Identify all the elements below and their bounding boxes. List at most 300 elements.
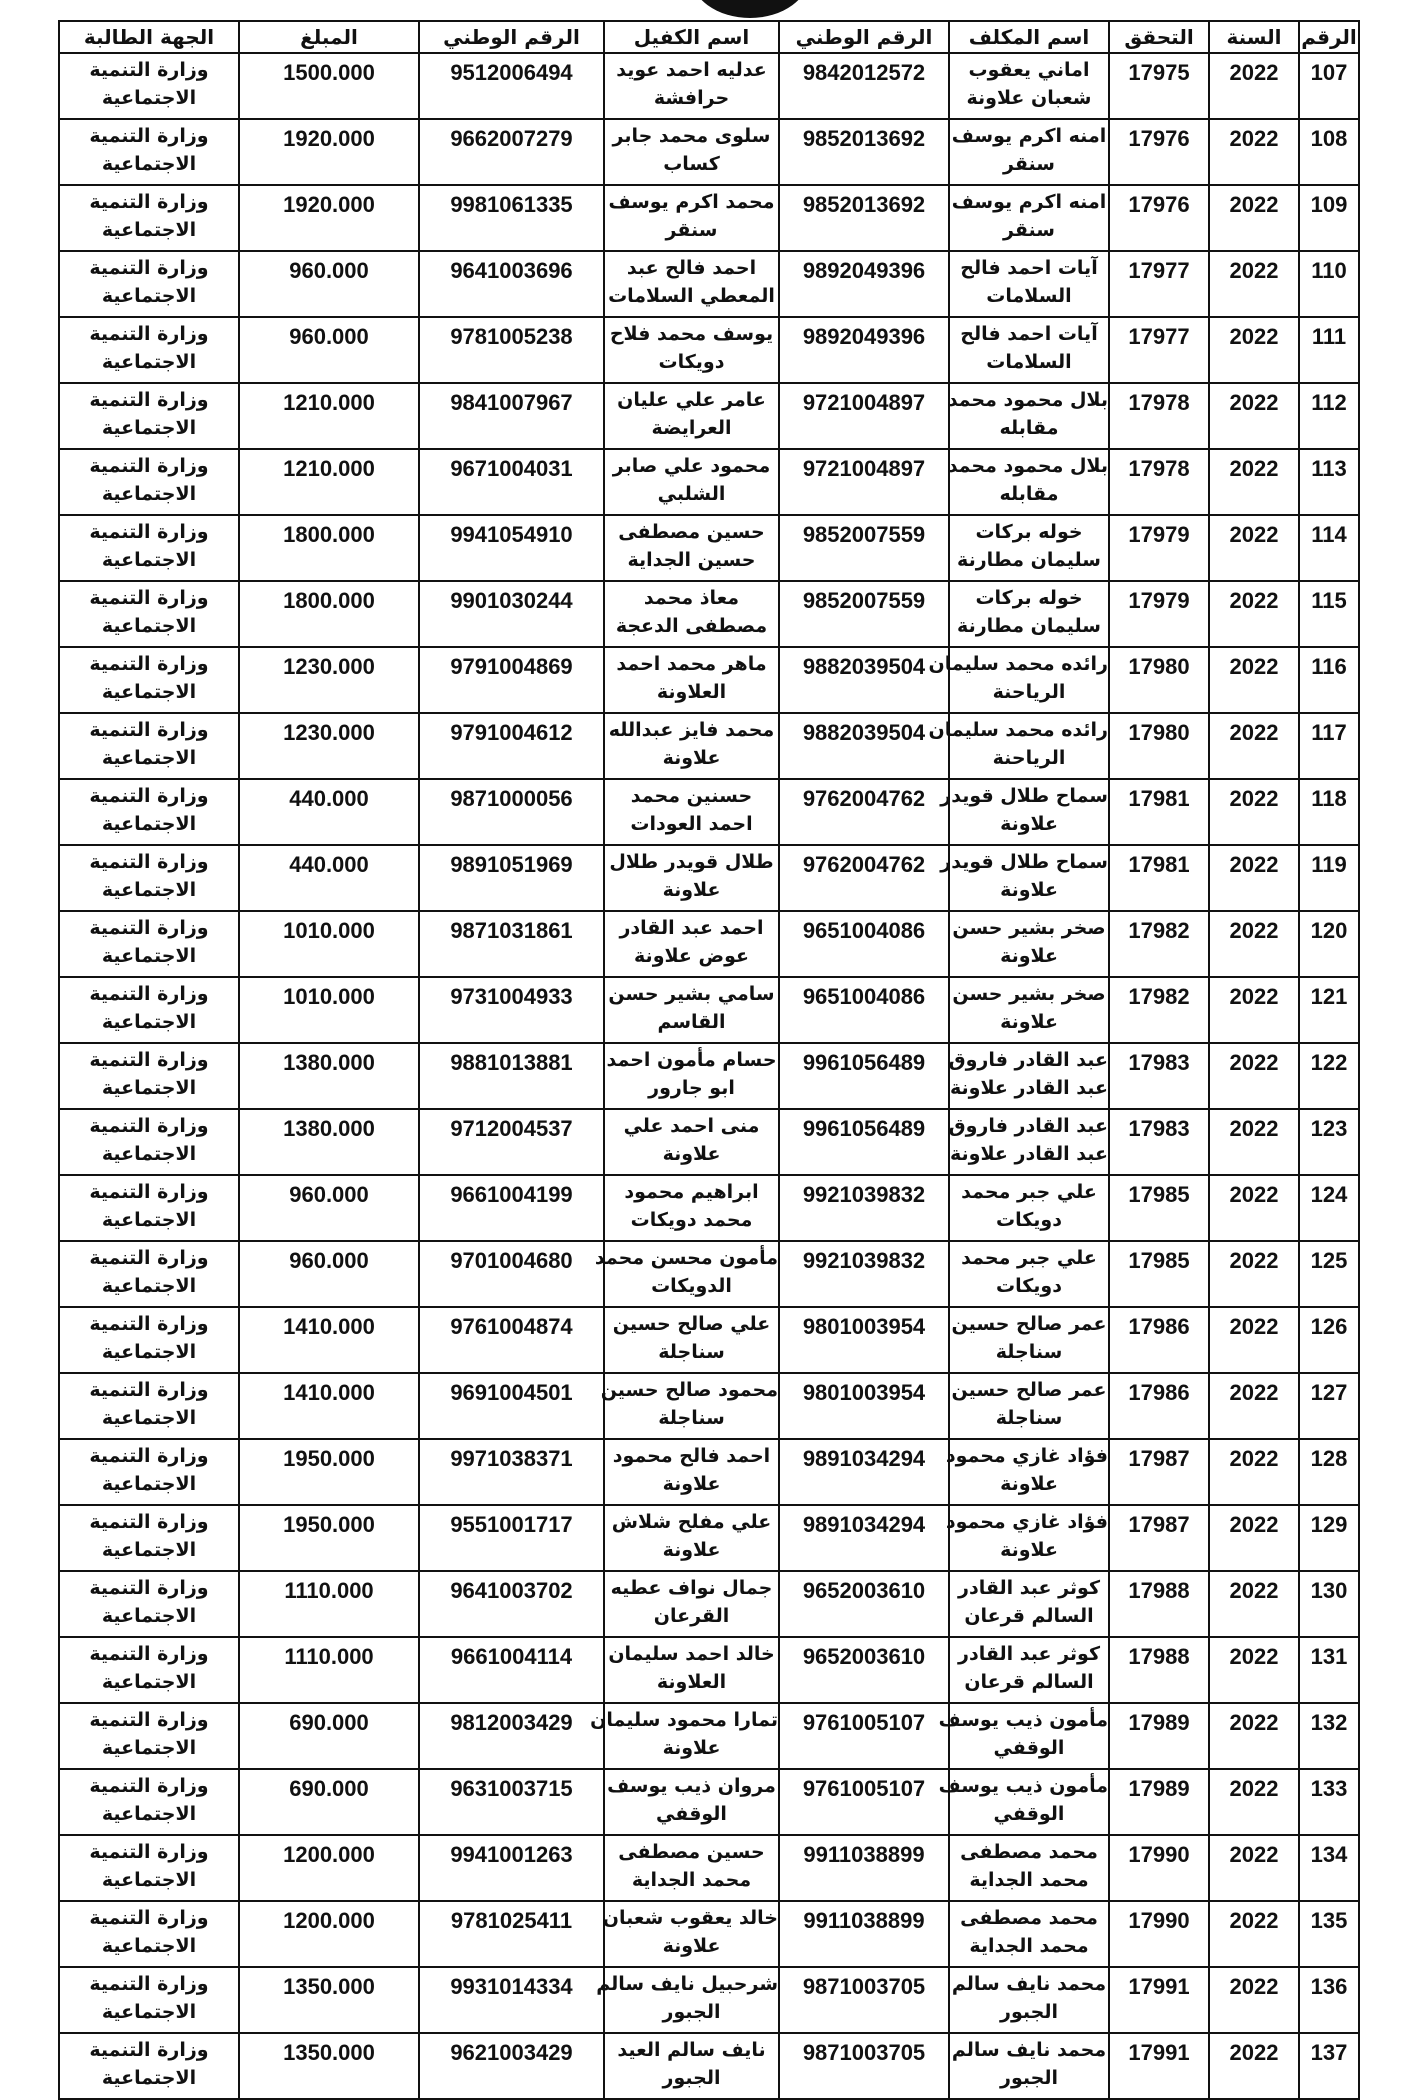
row-guarantor-line2: العلاونة	[656, 1671, 727, 1693]
row-authority	[59, 1571, 239, 1637]
row-amount: 1380.000	[239, 1109, 419, 1175]
row-name-line2: السلامات	[986, 285, 1072, 307]
row-authority-line2: الاجتماعية	[101, 879, 197, 901]
row-amount: 1210.000	[239, 383, 419, 449]
row-authority	[59, 383, 239, 449]
row-guarantor	[604, 779, 779, 845]
row-name-line1: سماح طلال قويدر	[940, 785, 1108, 807]
row-authority-line2: الاجتماعية	[101, 351, 197, 373]
row-authority-line2: الاجتماعية	[101, 1011, 197, 1033]
row-authority	[59, 1637, 239, 1703]
row-name	[938, 1703, 1109, 1769]
row-year: 2022	[1209, 1571, 1299, 1637]
row-guarantor	[604, 1637, 779, 1703]
row-amount: 1010.000	[239, 911, 419, 977]
row-amount: 1110.000	[239, 1637, 419, 1703]
row-number: 133	[1299, 1769, 1359, 1835]
row-number: 122	[1299, 1043, 1359, 1109]
row-year: 2022	[1209, 2033, 1299, 2099]
row-national-id: 9762004762	[779, 779, 949, 845]
header-guarantor-id: الرقم الوطني	[419, 21, 604, 53]
row-authority-line1: وزارة التنمية	[89, 1775, 209, 1797]
row-guarantor-line2: القاسم	[657, 1011, 726, 1033]
row-guarantor-id: 9871031861	[419, 911, 604, 977]
row-authority	[59, 317, 239, 383]
row-guarantor-id: 9871000056	[419, 779, 604, 845]
row-name-line2: علاونة	[1000, 1539, 1058, 1561]
row-guarantor-line1: محمود علي صابر	[612, 455, 771, 477]
row-authority-line1: وزارة التنمية	[89, 1643, 209, 1665]
row-national-id: 9852013692	[779, 119, 949, 185]
row-name-line1: محمد نايف سالم	[951, 2039, 1107, 2061]
row-guarantor-line2: سناجلة	[658, 1341, 725, 1363]
row-name-line2: سنقر	[1003, 219, 1055, 241]
row-national-id: 9871003705	[779, 2033, 949, 2099]
row-name-line2: شعبان علاونة	[966, 87, 1092, 109]
row-national-id: 9652003610	[779, 1571, 949, 1637]
row-guarantor-line1: مروان ذيب يوسف	[607, 1775, 776, 1797]
row-guarantor-line2: مصطفى الدعجة	[615, 615, 768, 637]
row-name	[949, 53, 1109, 119]
row-year: 2022	[1209, 911, 1299, 977]
row-amount: 1230.000	[239, 713, 419, 779]
row-authority	[59, 911, 239, 977]
row-number: 136	[1299, 1967, 1359, 2033]
row-name	[949, 911, 1109, 977]
row-name-line1: بلال محمود محمد	[947, 455, 1108, 477]
row-verification: 17986	[1109, 1373, 1209, 1439]
row-national-id: 9882039504	[779, 647, 949, 713]
row-guarantor-line2: القرعان	[653, 1605, 730, 1627]
table-row	[59, 383, 1359, 449]
row-national-id: 9651004086	[779, 977, 949, 1043]
row-name	[940, 845, 1109, 911]
table-row	[59, 317, 1359, 383]
row-year: 2022	[1209, 449, 1299, 515]
row-guarantor-id: 9931014334	[419, 1967, 604, 2033]
row-guarantor-line1: شرحبيل نايف سالم	[596, 1973, 778, 1995]
row-name	[949, 581, 1109, 647]
row-guarantor	[604, 713, 779, 779]
row-amount: 690.000	[239, 1703, 419, 1769]
row-amount: 1920.000	[239, 119, 419, 185]
row-guarantor-id: 9551001717	[419, 1505, 604, 1571]
row-verification: 17978	[1109, 449, 1209, 515]
row-guarantor-line1: عدليه احمد عويد	[616, 59, 767, 81]
row-guarantor	[604, 1175, 779, 1241]
row-name-line2: مقابله	[999, 417, 1059, 439]
row-year: 2022	[1209, 1439, 1299, 1505]
row-national-id: 9852013692	[779, 185, 949, 251]
row-number: 125	[1299, 1241, 1359, 1307]
row-name	[949, 251, 1109, 317]
row-name-line1: آيات احمد فالح	[960, 323, 1098, 345]
row-year: 2022	[1209, 1373, 1299, 1439]
row-name-line1: فؤاد غازي محمود	[945, 1445, 1108, 1467]
row-authority	[59, 1967, 239, 2033]
row-guarantor	[604, 1769, 779, 1835]
row-authority-line2: الاجتماعية	[101, 1671, 197, 1693]
row-name	[940, 779, 1109, 845]
table-row	[59, 449, 1359, 515]
row-national-id: 9882039504	[779, 713, 949, 779]
row-guarantor-line2: محمد دويكات	[630, 1209, 753, 1231]
header-verification: التحقق	[1109, 21, 1209, 53]
row-authority-line2: الاجتماعية	[101, 1473, 197, 1495]
row-amount: 1350.000	[239, 2033, 419, 2099]
row-name	[949, 1175, 1109, 1241]
row-guarantor-id: 9781005238	[419, 317, 604, 383]
row-name	[949, 1109, 1109, 1175]
row-authority-line1: وزارة التنمية	[89, 983, 209, 1005]
row-name-line1: امنه اكرم يوسف	[951, 125, 1107, 147]
row-name	[949, 1967, 1109, 2033]
row-guarantor-line1: سامي بشير حسن	[608, 983, 775, 1005]
row-guarantor-line1: علي صالح حسين	[612, 1313, 771, 1335]
table-row	[59, 1901, 1359, 1967]
records-table	[58, 20, 1360, 2100]
row-guarantor-line1: سلوى محمد جابر	[612, 125, 771, 147]
row-name-line1: عمر صالح حسين	[951, 1313, 1107, 1335]
row-amount: 1410.000	[239, 1307, 419, 1373]
row-name	[949, 2033, 1109, 2099]
row-number: 135	[1299, 1901, 1359, 1967]
row-authority	[59, 119, 239, 185]
table-row	[59, 647, 1359, 713]
row-guarantor	[604, 911, 779, 977]
row-verification: 17975	[1109, 53, 1209, 119]
row-name-line2: علاونة	[1000, 813, 1058, 835]
row-guarantor-line1: عامر علي عليان	[617, 389, 766, 411]
row-authority-line1: وزارة التنمية	[89, 1115, 209, 1137]
row-authority-line2: الاجتماعية	[101, 153, 197, 175]
row-authority-line2: الاجتماعية	[101, 1803, 197, 1825]
row-name-line2: السلامات	[986, 351, 1072, 373]
row-authority-line1: وزارة التنمية	[89, 587, 209, 609]
row-name	[949, 185, 1109, 251]
row-amount: 1110.000	[239, 1571, 419, 1637]
row-guarantor-line2: سنقر	[665, 219, 718, 241]
table-row	[59, 1373, 1359, 1439]
row-number: 116	[1299, 647, 1359, 713]
row-name-line1: سماح طلال قويدر	[940, 851, 1108, 873]
row-authority	[59, 515, 239, 581]
row-authority	[59, 1505, 239, 1571]
header-national-id: الرقم الوطني	[779, 21, 949, 53]
row-year: 2022	[1209, 185, 1299, 251]
row-verification: 17991	[1109, 1967, 1209, 2033]
table-row	[59, 1109, 1359, 1175]
row-guarantor-id: 9781025411	[419, 1901, 604, 1967]
row-authority-line2: الاجتماعية	[101, 1935, 197, 1957]
row-guarantor-id: 9661004114	[419, 1637, 604, 1703]
row-national-id: 9721004897	[779, 449, 949, 515]
row-authority-line2: الاجتماعية	[101, 1605, 197, 1627]
row-guarantor-line2: الشلبي	[657, 483, 726, 505]
row-name-line1: علي جبر محمد	[961, 1181, 1097, 1203]
row-guarantor-line1: احمد عبد القادر	[619, 917, 764, 939]
row-guarantor-line2: دويكات	[658, 351, 725, 373]
row-national-id: 9961056489	[779, 1109, 949, 1175]
row-verification: 17983	[1109, 1043, 1209, 1109]
row-name-line2: سليمان مطارنة	[957, 615, 1101, 637]
row-guarantor-line2: عوض علاونة	[634, 945, 749, 967]
row-guarantor-line2: علاونة	[662, 1935, 721, 1957]
row-authority-line1: وزارة التنمية	[89, 917, 209, 939]
row-authority	[59, 977, 239, 1043]
row-verification: 17977	[1109, 251, 1209, 317]
row-guarantor-line1: ابراهيم محمود	[624, 1181, 759, 1203]
row-name-line1: محمد نايف سالم	[951, 1973, 1107, 1995]
row-authority-line2: الاجتماعية	[101, 945, 197, 967]
row-guarantor-line1: طلال قويدر طلال	[609, 851, 774, 873]
row-authority	[59, 581, 239, 647]
row-name-line2: سنقر	[1003, 153, 1055, 175]
row-authority-line1: وزارة التنمية	[89, 59, 209, 81]
row-number: 118	[1299, 779, 1359, 845]
row-name-line2: محمد الجداية	[969, 1935, 1089, 1957]
header-no: الرقم	[1299, 21, 1359, 53]
row-national-id: 9761005107	[779, 1703, 949, 1769]
row-name	[949, 1901, 1109, 1967]
row-verification: 17980	[1109, 647, 1209, 713]
row-year: 2022	[1209, 119, 1299, 185]
row-authority-line1: وزارة التنمية	[89, 257, 209, 279]
row-guarantor	[604, 1307, 779, 1373]
row-national-id: 9892049396	[779, 317, 949, 383]
row-national-id: 9852007559	[779, 515, 949, 581]
row-guarantor-id: 9512006494	[419, 53, 604, 119]
row-guarantor-id: 9901030244	[419, 581, 604, 647]
row-authority	[59, 1175, 239, 1241]
row-guarantor	[600, 1373, 779, 1439]
row-name-line2: الجبور	[1000, 2067, 1058, 2089]
row-amount: 960.000	[239, 1175, 419, 1241]
row-number: 121	[1299, 977, 1359, 1043]
row-authority	[59, 713, 239, 779]
table-row	[59, 911, 1359, 977]
row-authority-line2: الاجتماعية	[101, 549, 197, 571]
row-number: 124	[1299, 1175, 1359, 1241]
row-guarantor-line2: حرافشة	[653, 87, 730, 109]
row-guarantor-line2: حسين الجداية	[627, 549, 756, 571]
row-guarantor-line2: علاونة	[662, 1143, 721, 1165]
row-national-id: 9801003954	[779, 1307, 949, 1373]
row-authority-line1: وزارة التنمية	[89, 521, 209, 543]
row-national-id: 9761005107	[779, 1769, 949, 1835]
row-authority-line2: الاجتماعية	[101, 1737, 197, 1759]
row-guarantor	[594, 1241, 779, 1307]
table-row	[59, 1439, 1359, 1505]
row-authority	[59, 647, 239, 713]
row-verification: 17980	[1109, 713, 1209, 779]
row-guarantor-id: 9712004537	[419, 1109, 604, 1175]
table-row	[59, 713, 1359, 779]
row-name-line2: الرياحنة	[992, 681, 1066, 703]
row-guarantor-line1: محمد اكرم يوسف	[608, 191, 775, 213]
row-authority-line1: وزارة التنمية	[89, 653, 209, 675]
row-amount: 1350.000	[239, 1967, 419, 2033]
row-authority	[59, 2033, 239, 2099]
row-national-id: 9651004086	[779, 911, 949, 977]
table-row	[59, 185, 1359, 251]
row-authority-line2: الاجتماعية	[101, 1407, 197, 1429]
row-authority-line1: وزارة التنمية	[89, 1841, 209, 1863]
row-verification: 17989	[1109, 1769, 1209, 1835]
row-name	[938, 1769, 1109, 1835]
table-row	[59, 1241, 1359, 1307]
row-year: 2022	[1209, 1835, 1299, 1901]
row-guarantor-id: 9761004874	[419, 1307, 604, 1373]
row-guarantor-id: 9812003429	[419, 1703, 604, 1769]
row-name-line2: دويكات	[996, 1209, 1062, 1231]
row-national-id: 9961056489	[779, 1043, 949, 1109]
row-authority	[59, 53, 239, 119]
row-amount: 1500.000	[239, 53, 419, 119]
row-national-id: 9921039832	[779, 1175, 949, 1241]
row-authority	[59, 1373, 239, 1439]
row-guarantor	[604, 2033, 779, 2099]
row-authority-line1: وزارة التنمية	[89, 851, 209, 873]
row-name	[949, 1043, 1109, 1109]
row-year: 2022	[1209, 1637, 1299, 1703]
row-number: 126	[1299, 1307, 1359, 1373]
row-name-line1: خوله بركات	[975, 521, 1083, 543]
row-amount: 1800.000	[239, 581, 419, 647]
row-year: 2022	[1209, 977, 1299, 1043]
row-number: 128	[1299, 1439, 1359, 1505]
row-guarantor-id: 9941001263	[419, 1835, 604, 1901]
row-year: 2022	[1209, 581, 1299, 647]
row-guarantor	[604, 317, 779, 383]
row-name-line1: محمد مصطفى	[960, 1907, 1098, 1929]
row-name-line1: فؤاد غازي محمود	[945, 1511, 1108, 1533]
row-guarantor-id: 9641003702	[419, 1571, 604, 1637]
row-name-line1: بلال محمود محمد	[947, 389, 1108, 411]
row-guarantor-line2: محمد الجداية	[631, 1869, 752, 1891]
row-guarantor	[604, 515, 779, 581]
row-verification: 17988	[1109, 1571, 1209, 1637]
row-amount: 960.000	[239, 1241, 419, 1307]
row-guarantor-id: 9631003715	[419, 1769, 604, 1835]
row-number: 114	[1299, 515, 1359, 581]
row-authority-line1: وزارة التنمية	[89, 719, 209, 741]
row-national-id: 9762004762	[779, 845, 949, 911]
row-name-line2: علاونة	[1000, 1011, 1058, 1033]
row-authority-line2: الاجتماعية	[101, 219, 197, 241]
header-year: السنة	[1209, 21, 1299, 53]
row-authority	[59, 449, 239, 515]
row-guarantor-line1: احمد فالح محمود	[612, 1445, 771, 1467]
row-authority-line2: الاجتماعية	[101, 1869, 197, 1891]
row-year: 2022	[1209, 1769, 1299, 1835]
row-guarantor	[604, 1505, 779, 1571]
row-guarantor-id: 9701004680	[419, 1241, 604, 1307]
row-name-line2: الوقفي	[993, 1737, 1065, 1759]
row-year: 2022	[1209, 1307, 1299, 1373]
row-guarantor-line1: تمارا محمود سليمان	[590, 1709, 778, 1731]
row-guarantor	[604, 119, 779, 185]
row-name	[949, 449, 1109, 515]
row-name	[949, 1373, 1109, 1439]
row-amount: 1950.000	[239, 1439, 419, 1505]
row-number: 127	[1299, 1373, 1359, 1439]
row-national-id: 9891034294	[779, 1439, 949, 1505]
row-authority-line1: وزارة التنمية	[89, 455, 209, 477]
table-row	[59, 1769, 1359, 1835]
row-name-line2: السالم قرعان	[964, 1671, 1094, 1693]
row-national-id: 9891034294	[779, 1505, 949, 1571]
table-row	[59, 581, 1359, 647]
row-authority-line1: وزارة التنمية	[89, 1709, 209, 1731]
row-amount: 1380.000	[239, 1043, 419, 1109]
row-year: 2022	[1209, 1703, 1299, 1769]
row-authority-line2: الاجتماعية	[101, 483, 197, 505]
row-guarantor	[604, 1901, 779, 1967]
row-name-line1: خوله بركات	[975, 587, 1083, 609]
row-guarantor-line2: العلاونة	[656, 681, 727, 703]
row-name	[949, 383, 1109, 449]
row-authority-line1: وزارة التنمية	[89, 1247, 209, 1269]
row-national-id: 9911038899	[779, 1901, 949, 1967]
row-year: 2022	[1209, 1043, 1299, 1109]
row-authority-line1: وزارة التنمية	[89, 125, 209, 147]
row-year: 2022	[1209, 251, 1299, 317]
row-year: 2022	[1209, 317, 1299, 383]
row-number: 119	[1299, 845, 1359, 911]
row-name-line2: عبد القادر علاونة	[950, 1143, 1108, 1165]
row-guarantor-line1: حسام مأمون احمد	[606, 1049, 777, 1071]
row-authority-line2: الاجتماعية	[101, 87, 197, 109]
row-year: 2022	[1209, 53, 1299, 119]
table-row	[59, 1637, 1359, 1703]
row-guarantor-id: 9671004031	[419, 449, 604, 515]
row-guarantor-line2: الجبور	[662, 2001, 721, 2023]
row-amount: 690.000	[239, 1769, 419, 1835]
table-row	[59, 845, 1359, 911]
row-authority-line1: وزارة التنمية	[89, 1577, 209, 1599]
row-guarantor-id: 9641003696	[419, 251, 604, 317]
row-authority-line2: الاجتماعية	[101, 1341, 197, 1363]
row-number: 115	[1299, 581, 1359, 647]
row-authority-line1: وزارة التنمية	[89, 191, 209, 213]
row-name-line1: مأمون ذيب يوسف	[938, 1775, 1108, 1797]
row-number: 113	[1299, 449, 1359, 515]
row-verification: 17981	[1109, 779, 1209, 845]
row-guarantor-line1: خالد يعقوب شعبان	[602, 1907, 778, 1929]
row-guarantor-line1: حسين مصطفى	[618, 1841, 765, 1863]
row-guarantor-line2: المعطي السلامات	[608, 285, 775, 307]
row-authority-line1: وزارة التنمية	[89, 1313, 209, 1335]
row-guarantor-line2: علاونة	[662, 1539, 721, 1561]
row-guarantor-line1: يوسف محمد فلاح	[609, 323, 774, 345]
row-amount: 1200.000	[239, 1901, 419, 1967]
row-verification: 17987	[1109, 1505, 1209, 1571]
row-authority-line2: الاجتماعية	[101, 1143, 197, 1165]
table-row	[59, 1835, 1359, 1901]
row-name-line2: الجبور	[1000, 2001, 1058, 2023]
row-guarantor-line1: منى احمد علي	[623, 1115, 760, 1137]
row-authority	[59, 1307, 239, 1373]
row-verification: 17982	[1109, 911, 1209, 977]
row-authority	[59, 185, 239, 251]
row-authority-line2: الاجتماعية	[101, 1077, 197, 1099]
row-authority	[59, 1703, 239, 1769]
row-guarantor-line2: ابو جارور	[648, 1077, 735, 1099]
row-name-line2: علاونة	[1000, 1473, 1058, 1495]
records-sheet	[58, 20, 1358, 2100]
row-verification: 17976	[1109, 185, 1209, 251]
